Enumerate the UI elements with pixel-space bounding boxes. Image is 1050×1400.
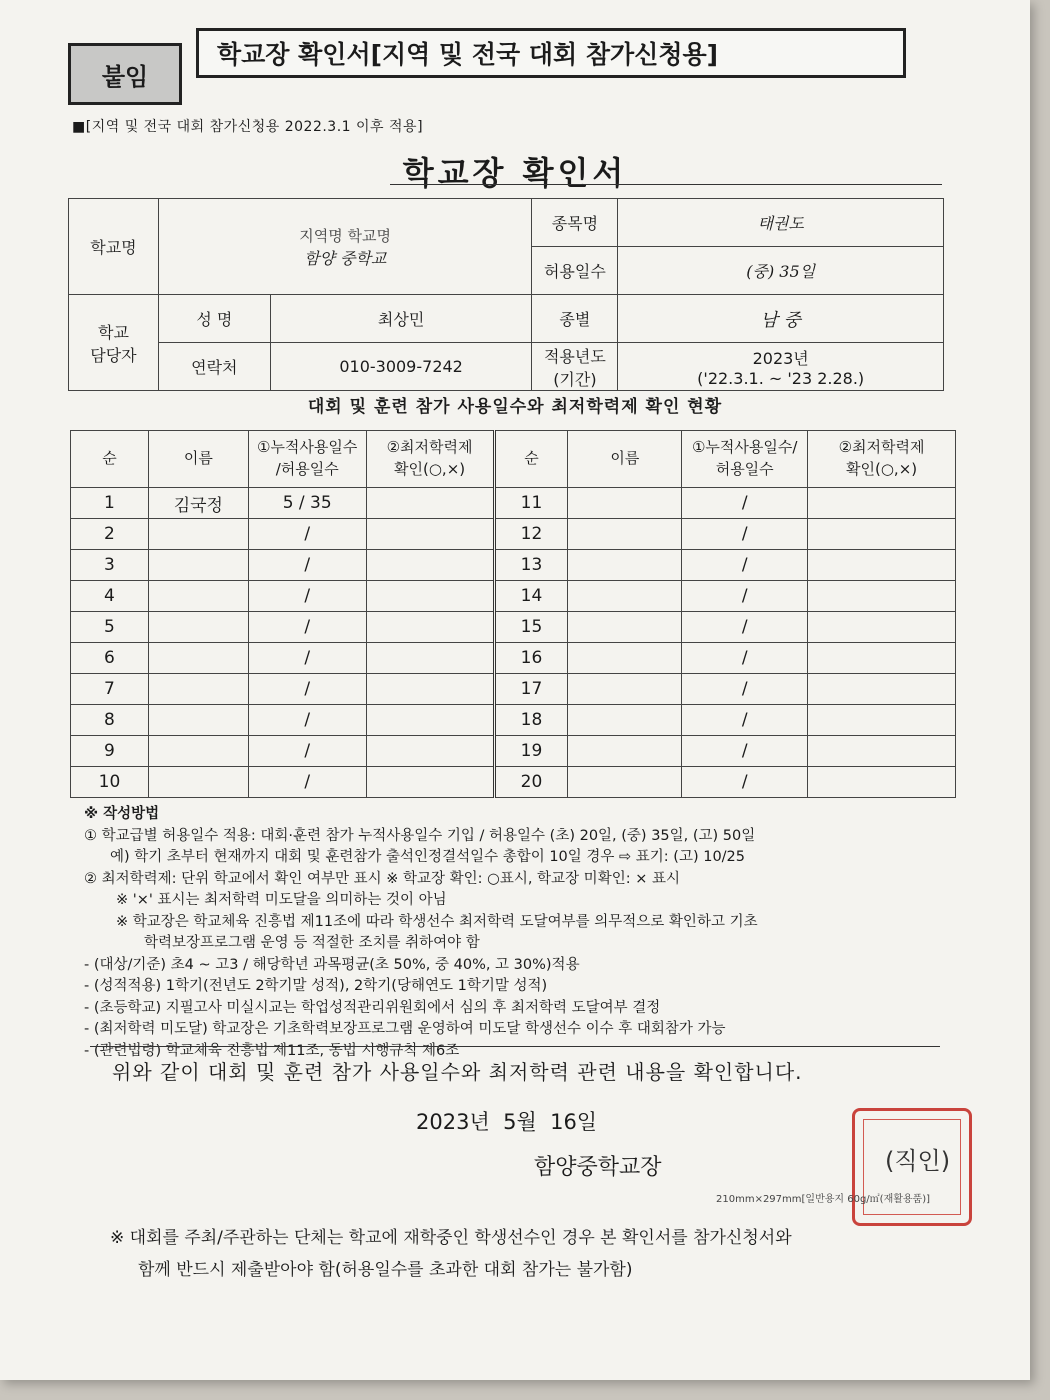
row-days: / [248, 550, 366, 581]
row-days-right: / [682, 705, 808, 736]
divider [90, 1046, 940, 1047]
table-row [71, 705, 956, 736]
school-cell [158, 199, 532, 295]
col-days [248, 431, 366, 488]
row-name-right [568, 581, 682, 612]
row-name [148, 581, 248, 612]
row-days: / [248, 705, 366, 736]
year-label [532, 343, 618, 391]
row-no-right: 17 [494, 674, 568, 705]
row-check [366, 488, 494, 519]
col-days-right-line2: 허용일수 [715, 460, 774, 478]
row-days-right: / [682, 643, 808, 674]
instruction-line: ② 최저학력제: 단위 학교에서 확인 여부만 표시 ※ 학교장 확인: ○표시, 학교장 미확인: × 표시 [84, 870, 680, 887]
row-name-right [568, 767, 682, 798]
col-name-right: 이름 [568, 431, 682, 488]
table-row [71, 767, 956, 798]
row-days: / [248, 581, 366, 612]
row-no: 2 [71, 519, 149, 550]
region-school-label: 지역명 학교명 [299, 226, 392, 245]
year-cell [618, 343, 944, 391]
row-no-right: 15 [494, 612, 568, 643]
row-name: 김국정 [148, 488, 248, 519]
row-check-right [808, 550, 956, 581]
col-name: 이름 [148, 431, 248, 488]
table-row [71, 581, 956, 612]
row-name-right [568, 674, 682, 705]
instruction-line: ※ 학교장은 학교체육 진흥법 제11조에 따라 학생선수 최저학력 도달여부를 의무적으로 확인하고 기초 [116, 913, 758, 930]
row-no: 8 [71, 705, 149, 736]
row-name [148, 705, 248, 736]
row-name [148, 550, 248, 581]
school-value: 함양 중학교 [303, 248, 387, 268]
row-check-right [808, 767, 956, 798]
col-check [366, 431, 494, 488]
instruction-line: - (대상/기준) 초4 ~ 고3 / 해당학년 과목평균(초 50%, 중 40%, 고 30%)적용 [84, 956, 580, 973]
row-no-right: 20 [494, 767, 568, 798]
row-days: / [248, 674, 366, 705]
roster-table [70, 430, 956, 798]
header [68, 28, 910, 100]
row-days-right: / [682, 581, 808, 612]
row-name [148, 519, 248, 550]
info-table [68, 198, 944, 391]
col-no-right: 순 [494, 431, 568, 488]
row-no-right: 14 [494, 581, 568, 612]
row-no-right: 11 [494, 488, 568, 519]
row-no-right: 12 [494, 519, 568, 550]
instruction-line: ① 학교급별 허용일수 적용: 대회·훈련 참가 누적사용일수 기입 / 허용일수 (초) 20일, (중) 35일, (고) 50일 [84, 827, 756, 844]
instruction-line: 예) 학기 초부터 현재까지 대회 및 훈련참가 출석인정결석일수 총합이 10일 경우 ⇨ 표기: (고) 10/25 [110, 849, 746, 865]
row-days: / [248, 643, 366, 674]
row-no: 1 [71, 488, 149, 519]
name-value: 최상민 [270, 295, 532, 343]
row-name [148, 767, 248, 798]
year-label-line1: 적용년도 [543, 346, 606, 366]
col-check-line2: 확인(○,×) [394, 460, 466, 478]
row-check [366, 705, 494, 736]
col-check-right-line2: 확인(○,×) [846, 460, 918, 478]
instruction-line: - (성적적용) 1학기(전년도 2학기말 성적), 2학기(당해연도 1학기말 성적) [84, 978, 548, 994]
staff-label-line1: 학교 [97, 322, 129, 342]
paper-size-note: 210mm×297mm[일반용지 60g/㎡(재활용품)] [716, 1194, 931, 1205]
col-check-right [808, 431, 956, 488]
table-row [71, 519, 956, 550]
col-days-right [682, 431, 808, 488]
row-name [148, 643, 248, 674]
footnote [110, 1222, 792, 1286]
contact-label: 연락처 [158, 343, 270, 391]
col-check-line1: ②최저학력제 [386, 438, 473, 457]
gender-label: 종별 [532, 295, 618, 343]
footnote-line1: ※ 대회를 주최/주관하는 단체는 학교에 재학중인 학생선수인 경우 본 확인서를 참가신청서와 [110, 1228, 792, 1248]
event-label: 종목명 [532, 199, 618, 247]
row-name [148, 736, 248, 767]
row-days-right: / [682, 736, 808, 767]
row-check-right [808, 488, 956, 519]
row-check-right [808, 643, 956, 674]
row-check [366, 581, 494, 612]
title-underline [390, 184, 942, 185]
row-no-right: 19 [494, 736, 568, 767]
row-days: / [248, 736, 366, 767]
row-days-right: / [682, 612, 808, 643]
instructions [84, 804, 964, 1062]
row-no: 5 [71, 612, 149, 643]
col-days-right-line1: ①누적사용일수/ [691, 438, 798, 457]
document-title: 학교장 확인서 [402, 154, 628, 192]
event-value: 태권도 [618, 199, 944, 247]
col-no: 순 [71, 431, 149, 488]
staff-label-line2: 담당자 [90, 345, 137, 365]
row-check-right [808, 674, 956, 705]
row-name [148, 612, 248, 643]
table-row [71, 674, 956, 705]
row-check [366, 736, 494, 767]
row-days: / [248, 767, 366, 798]
confirmation-text: 위와 같이 대회 및 훈련 참가 사용일수와 최저학력 관련 내용을 확인합니다. [112, 1060, 803, 1084]
header-title: 학교장 확인서[지역 및 전국 대회 참가신청용] [196, 28, 906, 78]
row-check [366, 643, 494, 674]
row-check [366, 674, 494, 705]
attachment-badge: 붙임 [68, 43, 182, 105]
seal-text: (직인) [885, 1147, 951, 1175]
row-days: / [248, 612, 366, 643]
row-days-right: / [682, 550, 808, 581]
school-label: 학교명 [69, 199, 159, 295]
col-check-right-line1: ②최저학력제 [838, 438, 925, 457]
row-days: 5 / 35 [248, 488, 366, 519]
instruction-line: - (관련법령) 학교체육 진흥법 제11조, 동법 시행규칙 제6조 [84, 1042, 460, 1059]
table-row [71, 643, 956, 674]
row-no: 9 [71, 736, 149, 767]
year-label-line2: (기간) [553, 369, 597, 389]
instruction-line: ※ '×' 표시는 최저학력 미도달을 의미하는 것이 아님 [116, 892, 447, 908]
allowed-days-label: 허용일수 [532, 247, 618, 295]
row-days-right: / [682, 674, 808, 705]
row-no-right: 16 [494, 643, 568, 674]
roster-header-row [71, 431, 956, 488]
row-check-right [808, 581, 956, 612]
row-no: 6 [71, 643, 149, 674]
row-check-right [808, 705, 956, 736]
table-row [71, 612, 956, 643]
row-name-right [568, 612, 682, 643]
staff-label [69, 295, 159, 391]
row-no: 4 [71, 581, 149, 612]
allowed-days-value: (중) 35일 [618, 247, 944, 295]
gender-value: 남 중 [618, 295, 944, 343]
row-days-right: / [682, 488, 808, 519]
principal-title: 함양중학교장 [534, 1155, 662, 1180]
table-row [71, 488, 956, 519]
contact-value: 010-3009-7242 [270, 343, 532, 391]
year-value: 2023년 [752, 348, 809, 368]
applicability-notice: ■[지역 및 전국 대회 참가신청용 2022.3.1 이후 적용] [72, 119, 424, 135]
row-name-right [568, 643, 682, 674]
footnote-line2: 함께 반드시 제출받아야 함(허용일수를 초과한 대회 참가는 불가함) [138, 1260, 633, 1280]
col-days-line1: ①누적사용일수 [257, 438, 358, 457]
issue-date: 2023년 5월 16일 [416, 1110, 598, 1134]
row-name-right [568, 519, 682, 550]
row-check [366, 612, 494, 643]
row-days: / [248, 519, 366, 550]
row-check-right [808, 519, 956, 550]
col-days-line2: /허용일수 [275, 460, 339, 478]
row-no-right: 13 [494, 550, 568, 581]
row-name [148, 674, 248, 705]
roster-title: 대회 및 훈련 참가 사용일수와 최저학력제 확인 현황 [307, 397, 723, 417]
row-name-right [568, 550, 682, 581]
table-row [71, 736, 956, 767]
instruction-line: - (최저학력 미도달) 학교장은 기초학력보장프로그램 운영하여 미도달 학생선수 이수 후 대회참가 가능 [84, 1021, 726, 1037]
official-seal [852, 1108, 972, 1226]
row-check [366, 767, 494, 798]
instructions-title: ※ 작성방법 [84, 806, 160, 822]
period-value: ('22.3.1. ~ '23 2.28.) [697, 368, 865, 388]
row-name-right [568, 705, 682, 736]
row-no: 3 [71, 550, 149, 581]
row-check [366, 519, 494, 550]
row-check-right [808, 736, 956, 767]
table-row [71, 550, 956, 581]
row-days-right: / [682, 519, 808, 550]
instruction-line: - (초등학교) 지필고사 미실시교는 학업성적관리위원회에서 심의 후 최저학력 도달여부 결정 [84, 999, 661, 1016]
row-no: 10 [71, 767, 149, 798]
row-name-right [568, 736, 682, 767]
row-no: 7 [71, 674, 149, 705]
row-name-right [568, 488, 682, 519]
row-check-right [808, 612, 956, 643]
name-label: 성 명 [158, 295, 270, 343]
row-days-right: / [682, 767, 808, 798]
row-no-right: 18 [494, 705, 568, 736]
row-check [366, 550, 494, 581]
instruction-line: 학력보장프로그램 운영 등 적절한 조치를 취하여야 함 [144, 935, 480, 951]
